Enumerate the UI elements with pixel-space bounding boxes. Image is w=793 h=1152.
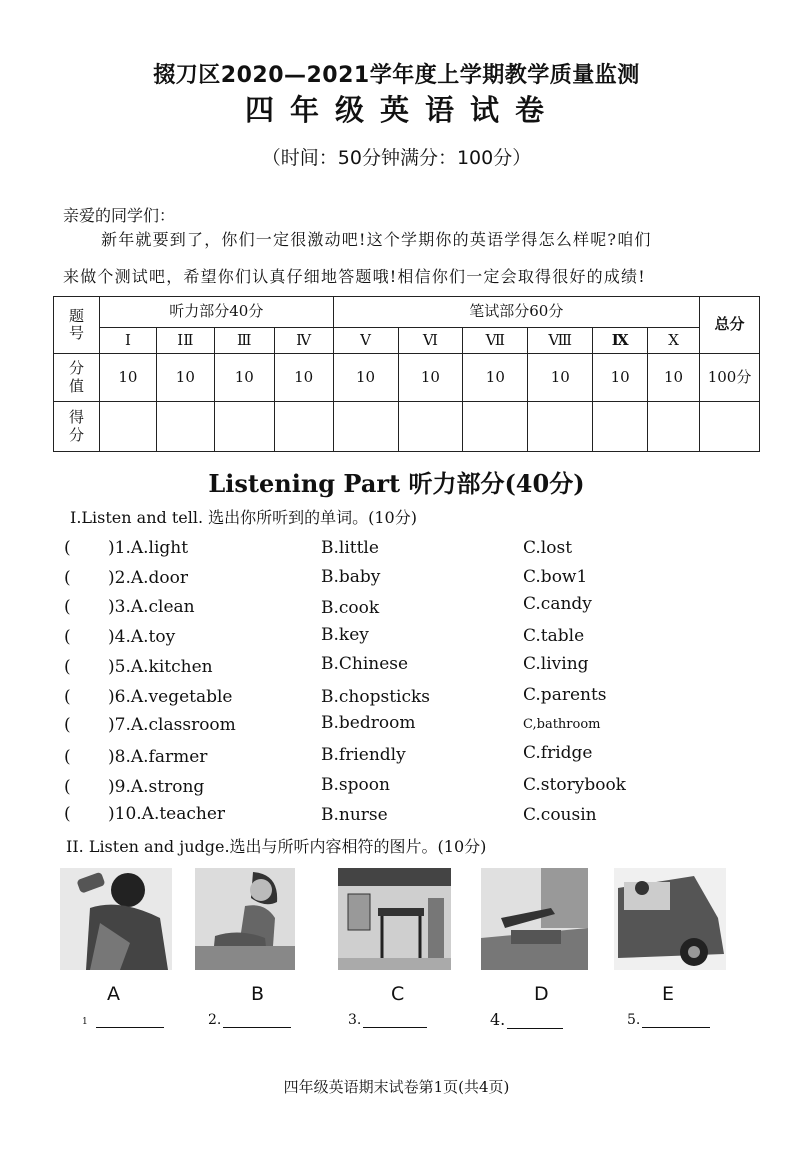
part-numeral: Ⅷ xyxy=(528,328,593,354)
option-b: B.Chinese xyxy=(321,654,409,674)
score-cell[interactable] xyxy=(333,402,398,452)
option-a: )6.A.vegetable xyxy=(108,687,233,707)
row-label-defen: 得分 xyxy=(54,402,100,452)
question-8 xyxy=(64,747,304,767)
part-value: 10 xyxy=(463,354,528,402)
answer-line[interactable] xyxy=(223,1014,291,1028)
option-b: B.baby xyxy=(321,567,381,587)
question-2 xyxy=(64,568,304,588)
option-c: C.bow1 xyxy=(523,567,588,587)
question-5 xyxy=(64,657,304,677)
option-c: C.living xyxy=(523,654,589,674)
picture-c-classroom xyxy=(338,868,451,970)
option-b: B.chopsticks xyxy=(321,687,431,707)
score-cell[interactable] xyxy=(528,402,593,452)
answer-line[interactable] xyxy=(363,1014,427,1028)
answer-blank-1: 1 xyxy=(82,1012,164,1028)
option-b: B.key xyxy=(321,625,369,645)
option-c: C.parents xyxy=(523,685,607,705)
part-numeral: Ⅵ xyxy=(398,328,463,354)
row-label-tihao: 题号 xyxy=(54,297,100,354)
answer-paren[interactable]: ( xyxy=(64,657,71,677)
answer-line[interactable] xyxy=(507,1015,563,1029)
answer-paren[interactable]: ( xyxy=(64,627,71,647)
answer-paren[interactable]: ( xyxy=(64,747,71,767)
intro-line-1: 新年就要到了，你们一定很激动吧!这个学期你的英语学得怎么样呢?咱们 xyxy=(101,230,652,249)
part-numeral: V xyxy=(333,328,398,354)
score-cell[interactable] xyxy=(156,402,214,452)
answer-paren[interactable]: ( xyxy=(64,804,71,824)
section-title: Listening Part 听力部分(40分) xyxy=(208,469,585,498)
listening-header: 听力部分40分 xyxy=(99,297,333,328)
part-value: 10 xyxy=(528,354,593,402)
greeting: 亲爱的同学们： xyxy=(63,206,176,225)
part-numeral: Ⅲ xyxy=(214,328,274,354)
writing-header: 笔试部分60分 xyxy=(333,297,699,328)
option-b: B.nurse xyxy=(321,805,388,825)
score-cell[interactable] xyxy=(648,402,700,452)
option-a: )8.A.farmer xyxy=(108,747,208,767)
question-10 xyxy=(64,804,304,824)
total-value: 100分 xyxy=(700,354,760,402)
option-a: )7.A.classroom xyxy=(108,715,236,735)
part-value: 10 xyxy=(398,354,463,402)
question-3 xyxy=(64,597,304,617)
part-value: 10 xyxy=(274,354,333,402)
picture-d-kitchen-knife xyxy=(481,868,588,970)
option-a: )9.A.strong xyxy=(108,777,205,797)
option-c: C.cousin xyxy=(523,805,597,825)
exam-title: 掇刀区2020—2021学年度上学期教学质量监测 xyxy=(153,63,640,88)
part-value: 10 xyxy=(648,354,700,402)
part-value: 10 xyxy=(156,354,214,402)
answer-paren[interactable]: ( xyxy=(64,715,71,735)
part-value: 10 xyxy=(593,354,648,402)
row-label-fenzhi: 分值 xyxy=(54,354,100,402)
option-b: B.cook xyxy=(321,598,380,618)
option-a: )10.A.teacher xyxy=(108,804,226,824)
score-cell[interactable] xyxy=(214,402,274,452)
exam-subtitle: 四年级英语试卷 xyxy=(244,93,560,127)
picture-label-c: C xyxy=(391,983,405,1005)
intro-line-2: 来做个测试吧，希望你们认真仔细地答题哦!相信你们一定会取得很好的成绩! xyxy=(63,267,646,286)
option-a: )3.A.clean xyxy=(108,597,195,617)
answer-paren[interactable]: ( xyxy=(64,777,71,797)
total-header: 总分 xyxy=(700,297,760,354)
picture-a-person-drinking xyxy=(60,868,172,970)
answer-blank-2: 2. xyxy=(208,1012,291,1028)
picture-label-a: A xyxy=(107,983,120,1005)
part-value: 10 xyxy=(99,354,156,402)
part-value: 10 xyxy=(214,354,274,402)
picture-label-e: E xyxy=(662,983,675,1005)
score-cell[interactable] xyxy=(99,402,156,452)
option-c: C.candy xyxy=(523,594,592,614)
answer-paren[interactable]: ( xyxy=(64,568,71,588)
part1-instruction: I.Listen and tell. 选出你所听到的单词。(10分) xyxy=(70,508,417,527)
answer-paren[interactable]: ( xyxy=(64,687,71,707)
answer-blank-3: 3. xyxy=(348,1012,427,1028)
option-b: B.friendly xyxy=(321,745,406,765)
question-4 xyxy=(64,627,304,647)
option-c: C,bathroom xyxy=(523,717,601,732)
question-7 xyxy=(64,715,304,735)
answer-paren[interactable]: ( xyxy=(64,538,71,558)
option-b: B.little xyxy=(321,538,379,558)
option-b: B.spoon xyxy=(321,775,390,795)
answer-line[interactable] xyxy=(642,1014,710,1028)
option-c: C.storybook xyxy=(523,775,626,795)
answer-blank-5: 5. xyxy=(627,1012,710,1028)
score-table xyxy=(53,296,760,452)
part-numeral: Ⅳ xyxy=(274,328,333,354)
option-c: C.fridge xyxy=(523,743,593,763)
part-value: 10 xyxy=(333,354,398,402)
answer-paren[interactable]: ( xyxy=(64,597,71,617)
picture-e-car xyxy=(614,868,726,970)
option-c: C.table xyxy=(523,626,585,646)
part-numeral: ⅠⅡ xyxy=(156,328,214,354)
answer-blank-4: 4. xyxy=(490,1010,563,1029)
exam-time-info: （时间：50分钟满分：100分） xyxy=(261,147,532,169)
question-6 xyxy=(64,687,304,707)
score-cell[interactable] xyxy=(398,402,463,452)
total-score-cell[interactable] xyxy=(700,402,760,452)
part-numeral: Ⅸ xyxy=(593,328,648,354)
picture-b-girl-sitting xyxy=(195,868,295,970)
option-a: )1.A.light xyxy=(108,538,189,558)
part-numeral: Ⅰ xyxy=(99,328,156,354)
option-b: B.bedroom xyxy=(321,713,416,733)
part-numeral: X xyxy=(648,328,700,354)
option-c: C.lost xyxy=(523,538,573,558)
score-cell[interactable] xyxy=(593,402,648,452)
part-numeral: Ⅶ xyxy=(463,328,528,354)
answer-line[interactable] xyxy=(96,1014,164,1028)
question-9 xyxy=(64,777,304,797)
option-a: )5.A.kitchen xyxy=(108,657,213,677)
picture-label-b: B xyxy=(251,983,265,1005)
question-1 xyxy=(64,538,304,558)
option-a: )4.A.toy xyxy=(108,627,176,647)
page-footer: 四年级英语期末试卷第1页(共4页) xyxy=(283,1078,510,1096)
score-cell[interactable] xyxy=(274,402,333,452)
score-cell[interactable] xyxy=(463,402,528,452)
picture-label-d: D xyxy=(534,983,549,1005)
option-a: )2.A.door xyxy=(108,568,189,588)
part2-instruction: II. Listen and judge.选出与所听内容相符的图片。(10分) xyxy=(66,837,487,856)
